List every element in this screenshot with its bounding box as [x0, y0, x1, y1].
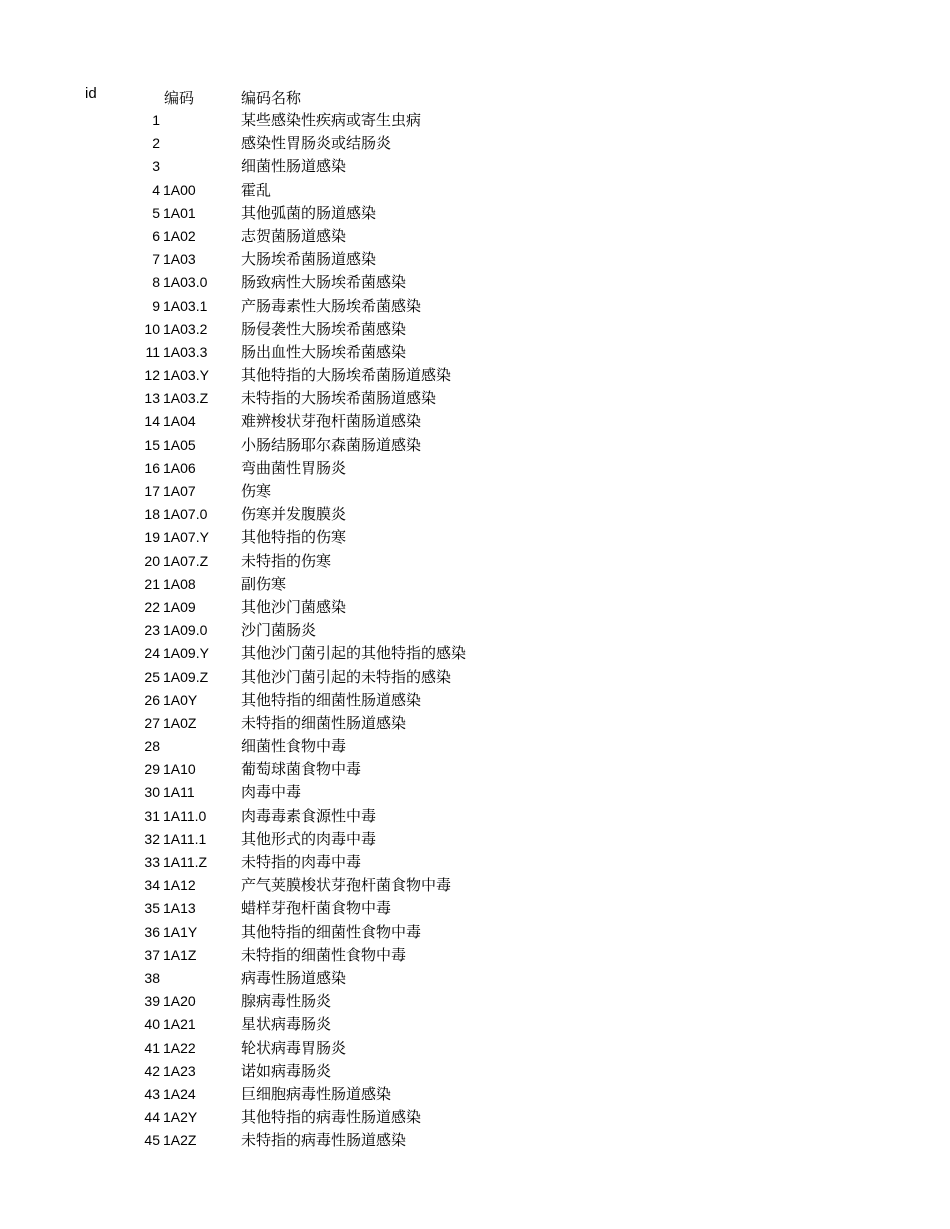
row-name: 其他特指的细菌性肠道感染 — [241, 690, 422, 709]
row-id: 16 — [144, 459, 160, 476]
row-name: 轮状病毒胃肠炎 — [241, 1038, 347, 1057]
row-name: 星状病毒肠炎 — [241, 1015, 332, 1034]
table-row — [0, 341, 950, 364]
row-id: 28 — [144, 738, 160, 755]
row-code: 1A12 — [163, 877, 196, 894]
table-row — [0, 202, 950, 225]
table-row — [0, 550, 950, 573]
row-code: 1A08 — [163, 575, 196, 592]
row-id: 22 — [144, 598, 160, 615]
table-row — [0, 410, 950, 433]
row-name: 巨细胞病毒性肠道感染 — [241, 1084, 392, 1103]
table-row — [0, 781, 950, 804]
row-name: 霍乱 — [241, 180, 272, 199]
row-name: 未特指的伤寒 — [241, 551, 332, 570]
row-id: 30 — [144, 784, 160, 801]
table-row — [0, 1013, 950, 1036]
row-name: 腺病毒性肠炎 — [241, 992, 332, 1011]
row-id: 15 — [144, 436, 160, 453]
row-name: 伤寒 — [241, 482, 272, 500]
row-id: 40 — [144, 1016, 160, 1033]
row-code: 1A03 — [163, 251, 196, 268]
table-row — [0, 1106, 950, 1129]
row-id: 19 — [144, 529, 160, 546]
row-name: 其他沙门菌感染 — [241, 597, 347, 616]
row-id: 38 — [144, 969, 160, 986]
row-id: 36 — [144, 923, 160, 940]
row-code: 1A0Y — [163, 691, 198, 708]
table-row — [0, 271, 950, 294]
table-row — [0, 457, 950, 480]
row-name: 肉毒毒素食源性中毒 — [241, 806, 377, 825]
row-code: 1A03.0 — [163, 274, 208, 291]
table-header — [0, 85, 950, 109]
table-row — [0, 921, 950, 944]
row-id: 21 — [144, 575, 160, 592]
table-row — [0, 619, 950, 642]
table-row — [0, 318, 950, 341]
row-code: 1A03.2 — [163, 320, 208, 337]
table-row — [0, 689, 950, 712]
table-row — [0, 434, 950, 457]
table-row — [0, 225, 950, 248]
row-name: 肉毒中毒 — [241, 783, 302, 802]
table-row — [0, 387, 950, 410]
table-row — [0, 944, 950, 967]
row-name: 难辨梭状芽孢杆菌肠道感染 — [241, 412, 422, 431]
row-name: 感染性胃肠炎或结肠炎 — [241, 134, 392, 153]
row-id: 17 — [144, 483, 160, 499]
row-code: 1A09.Y — [163, 645, 209, 662]
row-name: 弯曲菌性胃肠炎 — [241, 458, 347, 477]
table-row — [0, 1037, 950, 1060]
row-name: 未特指的细菌性食物中毒 — [241, 945, 407, 964]
row-name: 其他沙门菌引起的未特指的感染 — [241, 667, 452, 686]
row-id: 24 — [144, 645, 160, 662]
row-name: 肠出血性大肠埃希菌感染 — [241, 342, 407, 361]
row-id: 45 — [144, 1132, 160, 1149]
row-name: 某些感染性疾病或寄生虫病 — [241, 111, 422, 129]
row-id: 35 — [144, 900, 160, 917]
row-id: 43 — [144, 1085, 160, 1102]
code-table — [0, 85, 950, 1152]
table-row — [0, 573, 950, 596]
row-id: 10 — [144, 320, 160, 337]
row-name: 其他特指的细菌性食物中毒 — [241, 922, 422, 941]
row-name: 细菌性肠道感染 — [241, 157, 347, 176]
table-row — [0, 874, 950, 897]
table-row — [0, 666, 950, 689]
row-code: 1A1Y — [163, 923, 198, 940]
header-id: id — [85, 85, 97, 102]
row-name: 其他特指的伤寒 — [241, 528, 347, 547]
table-row — [0, 990, 950, 1013]
row-name: 其他特指的病毒性肠道感染 — [241, 1108, 422, 1127]
table-row — [0, 1083, 950, 1106]
row-name: 副伤寒 — [241, 574, 287, 593]
row-name: 未特指的细菌性肠道感染 — [241, 713, 407, 732]
row-id: 20 — [144, 552, 160, 569]
row-id: 3 — [152, 158, 160, 175]
row-code: 1A03.Y — [163, 367, 209, 384]
table-row — [0, 967, 950, 990]
row-name: 志贺菌肠道感染 — [241, 226, 347, 245]
row-code: 1A11.1 — [163, 830, 207, 847]
row-id: 14 — [144, 413, 160, 430]
row-id: 29 — [144, 761, 160, 778]
row-code: 1A02 — [163, 227, 196, 244]
row-id: 32 — [144, 830, 160, 847]
row-id: 42 — [144, 1062, 160, 1079]
row-id: 23 — [144, 622, 160, 639]
table-row — [0, 364, 950, 387]
header-name: 编码名称 — [241, 90, 302, 107]
row-name: 小肠结肠耶尔森菌肠道感染 — [241, 435, 422, 454]
row-code: 1A05 — [163, 436, 196, 453]
row-name: 细菌性食物中毒 — [241, 737, 347, 756]
row-code: 1A23 — [163, 1062, 196, 1079]
row-id: 7 — [152, 251, 160, 268]
table-row — [0, 712, 950, 735]
row-id: 6 — [152, 227, 160, 244]
row-name: 其他特指的大肠埃希菌肠道感染 — [241, 366, 452, 385]
table-row — [0, 642, 950, 665]
row-code: 1A2Y — [163, 1109, 198, 1126]
row-id: 31 — [144, 807, 160, 824]
table-row — [0, 828, 950, 851]
row-name: 大肠埃希菌肠道感染 — [241, 250, 377, 269]
row-code: 1A11 — [163, 784, 195, 801]
row-name: 未特指的病毒性肠道感染 — [241, 1131, 407, 1150]
row-code: 1A01 — [163, 204, 196, 221]
row-name: 其他形式的肉毒中毒 — [241, 829, 377, 848]
header-code: 编码 — [164, 90, 195, 107]
row-code: 1A00 — [163, 181, 196, 198]
table-row — [0, 805, 950, 828]
row-code: 1A22 — [163, 1039, 196, 1056]
row-id: 25 — [144, 668, 160, 685]
table-row — [0, 503, 950, 526]
row-code: 1A03.Z — [163, 390, 209, 407]
row-code: 1A07.Y — [163, 529, 209, 546]
row-code: 1A11.Z — [163, 854, 208, 870]
row-id: 8 — [152, 274, 160, 291]
row-code: 1A21 — [163, 1016, 196, 1033]
row-name: 未特指的肉毒中毒 — [241, 853, 362, 871]
table-row — [0, 1129, 950, 1152]
row-code: 1A09 — [163, 598, 196, 615]
row-id: 26 — [144, 691, 160, 708]
table-row — [0, 248, 950, 271]
table-row — [0, 758, 950, 781]
row-id: 33 — [144, 854, 160, 870]
row-id: 44 — [144, 1109, 160, 1126]
row-code: 1A04 — [163, 413, 196, 430]
table-row — [0, 295, 950, 318]
table-row — [0, 735, 950, 758]
row-name: 产气荚膜梭状芽孢杆菌食物中毒 — [241, 876, 452, 895]
row-code: 1A13 — [163, 900, 196, 917]
table-row — [0, 109, 950, 132]
row-id: 41 — [144, 1039, 160, 1056]
row-name: 未特指的大肠埃希菌肠道感染 — [241, 389, 437, 408]
row-name: 病毒性肠道感染 — [241, 968, 347, 987]
row-code: 1A1Z — [163, 946, 197, 963]
row-code: 1A10 — [163, 761, 196, 778]
table-row — [0, 526, 950, 549]
row-name: 其他沙门菌引起的其他特指的感染 — [241, 644, 467, 663]
row-id: 34 — [144, 877, 160, 894]
row-name: 葡萄球菌食物中毒 — [241, 760, 362, 779]
row-id: 27 — [144, 714, 160, 731]
table-row — [0, 480, 950, 503]
row-name: 蜡样芽孢杆菌食物中毒 — [241, 899, 392, 918]
table-body — [0, 109, 950, 1152]
table-row — [0, 596, 950, 619]
row-code: 1A03.1 — [163, 297, 208, 314]
row-name: 诺如病毒肠炎 — [241, 1061, 332, 1080]
row-code: 1A07.Z — [163, 552, 209, 569]
row-id: 5 — [152, 204, 160, 221]
row-code: 1A2Z — [163, 1132, 197, 1149]
row-code: 1A07 — [163, 483, 196, 499]
table-row — [0, 897, 950, 920]
row-name: 其他弧菌的肠道感染 — [241, 203, 377, 222]
row-code: 1A06 — [163, 459, 196, 476]
row-code: 1A07.0 — [163, 506, 208, 523]
table-row — [0, 1060, 950, 1083]
table-row — [0, 155, 950, 178]
table-row — [0, 851, 950, 874]
row-code: 1A0Z — [163, 714, 197, 731]
row-id: 1 — [152, 112, 160, 128]
row-id: 4 — [152, 181, 160, 198]
table-row — [0, 179, 950, 202]
row-id: 12 — [144, 367, 160, 384]
row-id: 18 — [144, 506, 160, 523]
row-id: 39 — [144, 993, 160, 1010]
row-id: 11 — [145, 343, 160, 360]
row-name: 肠致病性大肠埃希菌感染 — [241, 273, 407, 292]
row-id: 37 — [144, 946, 160, 963]
row-code: 1A09.0 — [163, 622, 208, 639]
row-id: 13 — [144, 390, 160, 407]
row-code: 1A03.3 — [163, 343, 208, 360]
row-name: 产肠毒素性大肠埃希菌感染 — [241, 296, 422, 315]
row-id: 2 — [152, 135, 160, 152]
row-code: 1A20 — [163, 993, 196, 1010]
row-id: 9 — [152, 297, 160, 314]
row-name: 伤寒并发腹膜炎 — [241, 505, 347, 524]
row-code: 1A24 — [163, 1085, 196, 1102]
row-name: 沙门菌肠炎 — [241, 621, 317, 640]
table-row — [0, 132, 950, 155]
row-name: 肠侵袭性大肠埃希菌感染 — [241, 319, 407, 338]
row-code: 1A09.Z — [163, 668, 209, 685]
row-code: 1A11.0 — [163, 807, 207, 824]
